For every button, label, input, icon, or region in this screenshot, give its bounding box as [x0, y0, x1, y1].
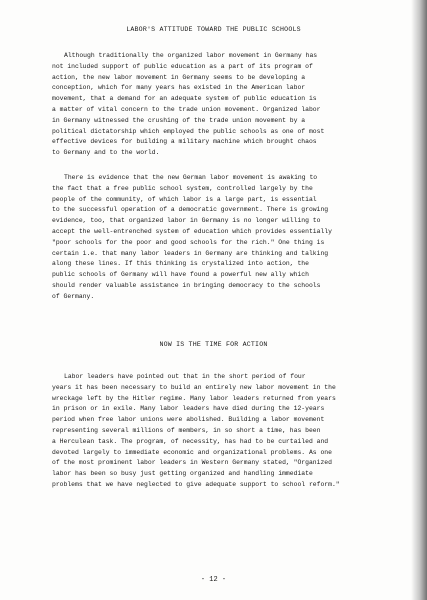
text-line: public schools of Germany will have found a powerful new ally which — [52, 271, 309, 279]
text-line: movement, that a demand for an adequate system of public education is — [52, 95, 317, 103]
text-line: people of the community, of which labor is a large part, is essential — [52, 195, 317, 203]
scan-edge-shadow — [411, 0, 427, 600]
text-line: in Germany witnessed the crushing of the trade union movement by a — [52, 116, 306, 124]
text-line: period when free labor unions were abolished. Building a labor movement — [52, 416, 325, 424]
page-number: - 12 - — [200, 576, 227, 584]
text-line: the fact that a free public school system, controlled largely by the — [52, 184, 313, 192]
text-line: labor has been so busy just getting organized and handling immediate — [52, 470, 313, 478]
text-line: effective devices for building a military machine which brought chaos — [52, 138, 317, 146]
text-line: Although traditionally the organized labor movement in Germany has — [64, 52, 318, 59]
text-line: certain i.e. that many labor leaders in Germany are thinking and talking — [52, 249, 329, 257]
text-line: of Germany. — [52, 292, 95, 300]
text-line: should render valuable assistance in bringing democracy to the schools — [52, 281, 321, 289]
text-line: in prison or in exile. Many labor leaders have died during the 12-years — [52, 405, 325, 413]
text-line: accept the well-entrenched system of education which provides essentially — [52, 227, 332, 235]
text-line: of the most prominent labor leaders in Western Germany stated, "Organized — [52, 459, 332, 467]
text-line: "poor schools for the poor and good schools for the rich." One thing is — [52, 238, 325, 246]
text-line: There is evidence that the new German labor movement is awaking to — [64, 174, 318, 181]
document-title: LABOR'S ATTITUDE TOWARD THE PUBLIC SCHOOLS — [126, 26, 301, 33]
text-line: representing several millions of members, in so short a time, has been — [52, 426, 321, 434]
paragraph-3 — [52, 372, 412, 491]
paragraph-2 — [52, 173, 412, 303]
text-line: to Germany and to the world. — [52, 149, 160, 157]
text-line: wreckage left by the Hitler regime. Many labor leaders returned from years — [52, 394, 336, 402]
text-line: Labor leaders have pointed out that in the short period of four — [64, 373, 306, 380]
text-line: evidence, too, that organized labor in Germany is no longer willing to — [52, 217, 321, 225]
text-line: to the successful operation of a democratic government. There is growing — [52, 206, 329, 214]
paragraph-1 — [52, 51, 412, 159]
text-line: a Herculean task. The program, of necessity, has had to be curtailed and — [52, 437, 329, 445]
text-line: problems that we have neglected to give adequate support to school reform." — [52, 480, 340, 488]
text-line: a matter of vital concern to the trade union movement. Organized labor — [52, 105, 321, 113]
text-line: years it has been necessary to build an entirely new labor movement in the — [52, 383, 336, 391]
text-line: not included support of public education as a part of its program of — [52, 62, 313, 70]
section-heading: NOW IS THE TIME FOR ACTION — [159, 341, 268, 348]
text-line: conception, which for many years has existed in the American labor — [52, 84, 306, 92]
text-line: along these lines. If this thinking is crystalized into action, the — [52, 260, 309, 268]
text-line: action, the new labor movement in Germany seems to be developing a — [52, 73, 306, 81]
text-line: political dictatorship which employed the public schools as one of most — [52, 127, 325, 135]
text-line: devoted largely to immediate economic and organizational problems. As one — [52, 448, 332, 456]
